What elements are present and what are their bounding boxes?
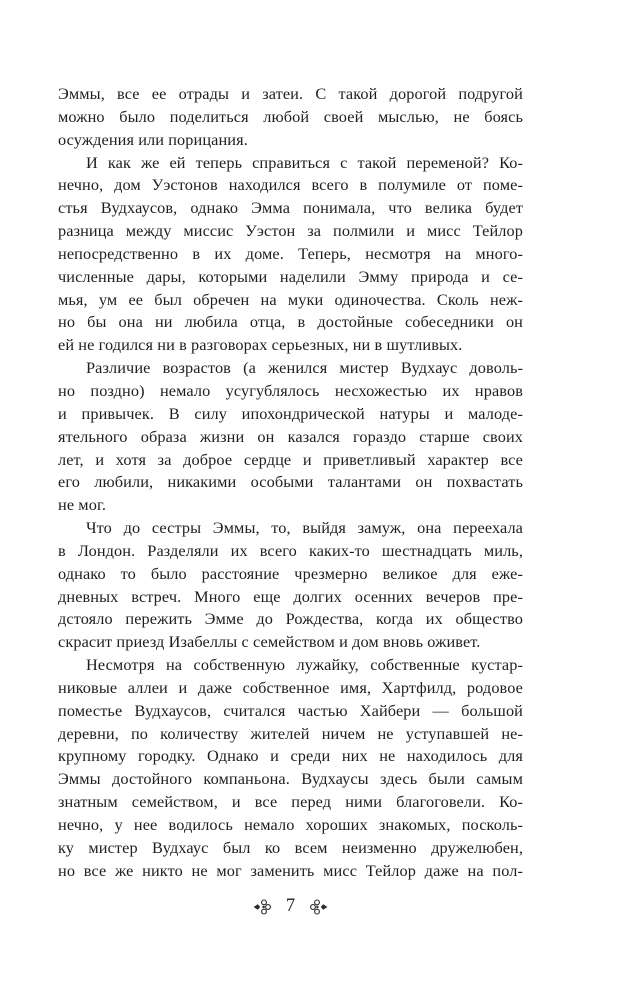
text-line: И как же ей теперь справиться с такой переменой? Ко- bbox=[86, 152, 523, 172]
text-line: знатным семейством, и все перед ними благоговели. Ко- bbox=[58, 792, 523, 812]
text-line: но бы она ни любила отца, в достойные собеседники он bbox=[58, 312, 523, 332]
text-line: численные дары, которыми наделили Эмму природа и се- bbox=[58, 266, 523, 286]
text-line: мья, ум ее был обречен на муки одиночества. Сколь неж- bbox=[58, 289, 523, 309]
text-line: Что до сестры Эммы, то, выйдя замуж, она переехала bbox=[86, 518, 523, 538]
page-number: 7 bbox=[285, 895, 296, 916]
text-line: разница между миссис Уэстон за полмили и мисс Тейлор bbox=[58, 221, 523, 241]
text-line: осуждения или порицания. bbox=[58, 129, 248, 149]
text-line: лет, и хотя за доброе сердце и приветливый характер все bbox=[58, 449, 523, 469]
text-line: никовые аллеи и даже собственное имя, Хартфилд, родовое bbox=[58, 677, 523, 697]
text-block bbox=[58, 83, 523, 883]
text-line: скрасит приезд Изабеллы с семейством и дом вновь оживет. bbox=[58, 632, 481, 652]
text-line: крупному городку. Однако и среди них не находилось для bbox=[58, 746, 523, 766]
text-line: Различие возрастов (а женился мистер Вудхаус доволь- bbox=[86, 358, 523, 378]
text-line: стья Вудхаусов, однако Эмма понимала, что велика будет bbox=[58, 198, 523, 218]
text-line: но все же никто не мог заменить мисс Тейлор даже на пол- bbox=[58, 860, 523, 880]
text-line: Эммы достойного компаньона. Вудхаусы здесь были самым bbox=[58, 769, 523, 789]
text-line: ей не годился ни в разговорах серьезных, ни в шутливых. bbox=[58, 335, 463, 355]
text-line: но поздно) немало усугублялось несхожестью их нравов bbox=[58, 380, 523, 400]
fleuron-icon bbox=[253, 899, 271, 915]
text-line: Эммы, все ее отрады и затеи. С такой дорогой подругой bbox=[58, 84, 523, 103]
text-line: его любили, никакими особыми талантами он похвастать bbox=[58, 472, 523, 492]
text-line: дневных встреч. Много еще долгих осенних вечеров пре- bbox=[58, 586, 523, 606]
text-line: нечно, у нее водилось немало хороших знакомых, посколь- bbox=[58, 815, 523, 834]
text-line: в Лондон. Разделяли их всего каких-то шестнадцать миль, bbox=[58, 540, 523, 560]
text-line: поместье Вудхаусов, считался частью Хайбери — большой bbox=[58, 700, 523, 720]
fleuron-icon bbox=[310, 899, 328, 915]
text-line: не мог. bbox=[58, 495, 107, 515]
text-line: однако то было расстояние чрезмерно великое для еже- bbox=[58, 563, 523, 583]
text-line: нечно, дом Уэстонов находился всего в полумиле от поме- bbox=[58, 175, 523, 195]
text-line: можно было поделиться любой своей мыслью, не боясь bbox=[58, 106, 523, 126]
text-line: Несмотря на собственную лужайку, собственные кустар- bbox=[86, 655, 523, 675]
text-line: непосредственно в их доме. Теперь, несмотря на много- bbox=[58, 243, 523, 263]
text-line: и привычек. В силу ипохондрической натуры и малоде- bbox=[58, 403, 523, 423]
text-line: ятельного образа жизни он казался гораздо старше своих bbox=[58, 426, 523, 446]
text-line: деревни, по количеству жителей ничем не уступавшей не- bbox=[58, 723, 523, 743]
page-footer bbox=[58, 894, 523, 920]
text-line: дстояло пережить Эмме до Рождества, когда их общество bbox=[58, 609, 523, 629]
text-line: ку мистер Вудхаус был ко всем неизменно дружелюбен, bbox=[58, 837, 523, 857]
